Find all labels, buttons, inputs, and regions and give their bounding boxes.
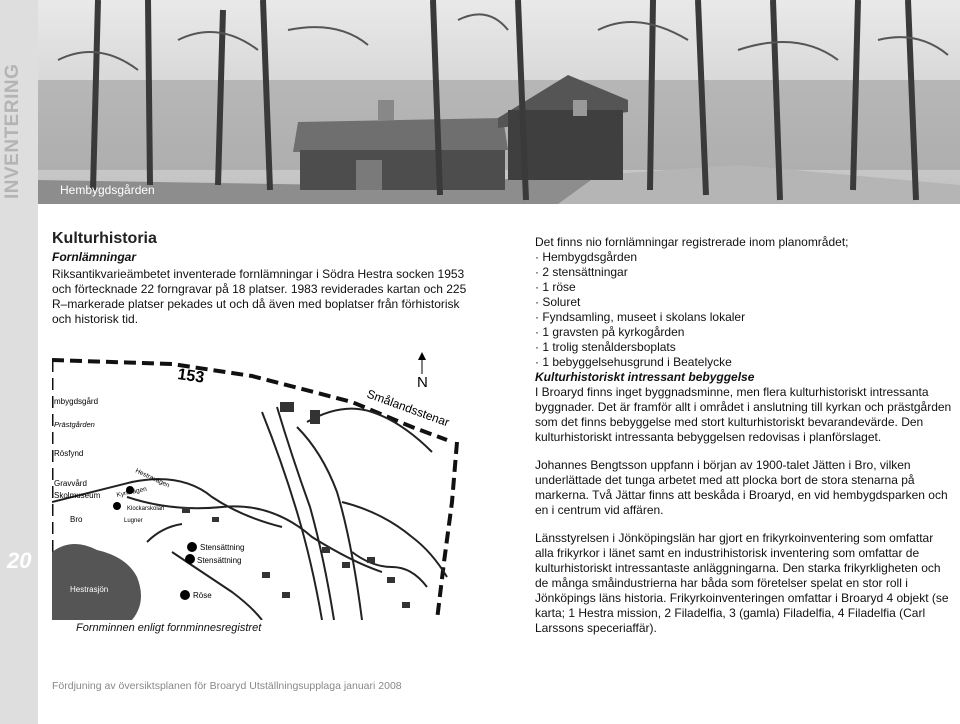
list-item: · 2 stensättningar — [535, 265, 628, 279]
section-title-vertical: INVENTERING — [2, 64, 23, 200]
bebyggelse-text: I Broaryd finns inget byggnadsminne, men flera kulturhistoriskt intressanta byggnader. Det är framför allt i området i anslutning till kyrkan och prästgården som det finns bebyggelse med stort kulturhistoriskt bevarandevärde. Den kulturhistoriskt intressanta bebyggelsen redovisas i planförslaget. — [535, 385, 952, 444]
map-label-skolmuseum: Skolmuseum — [54, 491, 101, 500]
map-label-stensattning-1: Stensättning — [200, 543, 245, 552]
hembygdsgarden-photo — [38, 0, 960, 204]
map-label-bro: Bro — [70, 515, 83, 524]
map-label-153: 153 — [176, 366, 206, 387]
map-north-label: N — [417, 374, 428, 391]
map-label-hembygdsgard: mbygdsgård — [54, 397, 99, 406]
map-label-rose: Röse — [193, 591, 212, 600]
map-label-gravvard: Gravvård — [54, 479, 87, 488]
photo-caption: Hembygdsgården — [60, 183, 155, 197]
footer: Fördjuning av översiktsplanen för Broaryd Utställningsupplaga januari 2008 — [52, 680, 402, 692]
list-item: · Hembygdsgården — [535, 250, 638, 264]
map-label-prastgarden: Prästgården — [54, 420, 95, 429]
fornlamningar-subtitle: Fornlämningar — [52, 250, 137, 264]
fornlamningar-intro: Det finns nio fornlämningar registrerade inom planområdet; — [535, 235, 849, 249]
sidebar — [0, 0, 38, 724]
list-item: · 1 gravsten på kyrkogården — [535, 325, 685, 339]
page-number: 20 — [7, 548, 32, 573]
jatten-text: Johannes Bengtsson uppfann i början av 1900-talet Jätten i Bro, vilken underlättade det tunga arbetet med att plocka bort de stora stenarna på markerna. Två Jättar finns att beskåda i Broaryd, en vid hembygdsparken och en i centrum vid affären. — [535, 458, 948, 517]
map-caption: Fornminnen enligt fornminnesregistret — [76, 622, 262, 634]
list-item: · 1 trolig stenåldersboplats — [535, 340, 676, 354]
fornminnen-map — [52, 352, 469, 620]
map-label-stensattning-2: Stensättning — [197, 556, 242, 565]
kulturhistoria-title: Kulturhistoria — [52, 230, 157, 247]
list-item: · 1 röse — [535, 280, 576, 294]
map-label-lugner: Lugner — [124, 518, 143, 524]
frikyrko-text: Länsstyrelsen i Jönköpingslän har gjort en frikyrkoinventering som omfattar alla frikyrkor i länet samt en industrihistorisk inventering som omfattar de kulturhistoriskt intressantaste anläggningarna. Den starka frikyrkligheten och de många småindustrierna har båda som företelser spelat en stor roll i Jönköpings läns historia. Frikyrkoinventeringen omfattar i Broaryd 4 objekt (se karta; 1 Hestra mission, 2 Filadelfia, 3 (gamla) Filadelfia, 4 Filadelfia (Carl Larssons speceriaffär). — [535, 531, 949, 635]
right-column — [535, 235, 953, 636]
list-item: · Fyndsamling, museet i skolans lokaler — [535, 310, 746, 324]
bebyggelse-subtitle: Kulturhistoriskt intressant bebyggelse — [535, 370, 755, 384]
fornlamningar-list — [535, 250, 953, 370]
fornlamningar-text: Riksantikvarieämbetet inventerade fornlämningar i Södra Hestra socken 1953 och förtecknade 22 forngravar på 18 platser. 1983 reviderades kartan och 225 R–markerade platser pekades ut och då även med boplatser från förhistorisk och historisk tid. — [52, 267, 467, 326]
map-label-rosfynd: Rösfynd — [54, 449, 84, 458]
map-label-klockarskolan: Klockarskolan — [127, 506, 165, 512]
map-label-smalandsstenar: Smålandsstenar — [364, 386, 452, 430]
kulturhistoria-section — [52, 230, 482, 327]
map-label-hestrasjon: Hestrasjön — [70, 585, 109, 594]
list-item: · Soluret — [535, 295, 581, 309]
map-label-kyrkvagen: Kyrkvägen — [115, 485, 148, 499]
map-label-hestravagen: Hestravägen — [134, 467, 171, 490]
list-item: · 1 bebyggelsehusgrund i Beatelycke — [535, 355, 732, 369]
